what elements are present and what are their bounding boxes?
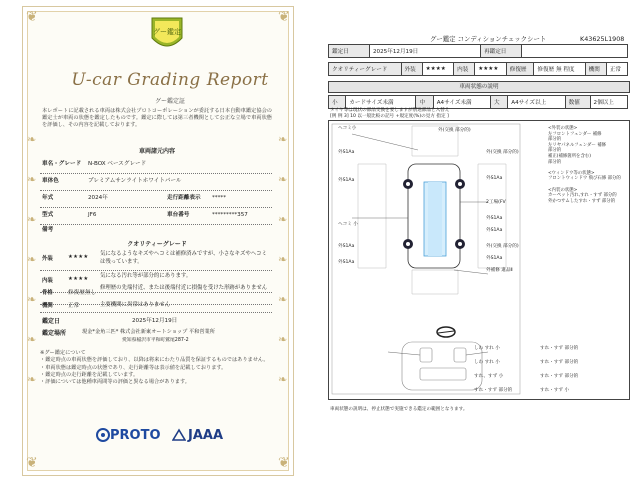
size-cell: 数値 <box>565 96 590 109</box>
damage-note: 外S1Aa <box>338 260 355 265</box>
sheet-footer: 車両状態の説明は、停止状態で実施できる鑑定の範囲となります。 <box>330 407 468 412</box>
note-item: ・鑑定時点の走行距離を記載しています。 <box>40 371 139 378</box>
date-value: 2025年12月19日 <box>132 318 178 324</box>
row-value: N-BOX ベースグレード <box>88 161 147 167</box>
quality-cell: ★★★★ <box>422 63 453 76</box>
grade-desc: 主要機関に異常はありません <box>100 302 171 308</box>
damage-note: 外S1Aa <box>486 256 503 261</box>
certificate-intro: 本レポートに記載される車両は株式会社プロトコーポレーションが委託する日本自動車鑑定協会の鑑定士が車両の状態を鑑定したものです。鑑定に際しては第三者機関として公正な立場で車両状態を評価し、その内容を記載しております。 <box>42 108 272 129</box>
certificate-notes <box>40 350 274 386</box>
grade-desc: 気になるようなキズやヘコミは補修済みですが、小さなキズやヘコミは残っています。 <box>100 251 267 265</box>
sheet-title: グー鑑定 コンディションチェックシート <box>430 35 547 43</box>
quality-cell: 内装 <box>454 63 475 76</box>
row-key: 年式 <box>42 195 54 201</box>
damage-note: ヘコミ小 <box>338 126 357 131</box>
vehicle-row <box>40 190 272 208</box>
damage-note: 外(交換 部分的) <box>486 150 519 155</box>
place-value: 現金*金角三匹* 株式会社新東オートショップ 平和営業所 <box>82 329 215 335</box>
interior-seats <box>402 342 482 390</box>
place-label: 鑑定場所 <box>42 330 67 337</box>
grade-row <box>40 298 272 313</box>
certificate-number: K43625L1908 <box>580 35 625 43</box>
row-key: 走行距離表示 <box>167 195 201 201</box>
border-vine-icon: ❧ ❧ ❧ ❧ ❧ ❧ ❧ <box>278 133 288 386</box>
corner-ornament-icon: ❦ <box>26 9 38 25</box>
note-item: ・車両状態は鑑定時点の状態であり、走行距離等は表示値を記載しております。 <box>40 364 227 371</box>
jaaa-logo: JAAA <box>188 428 224 443</box>
grade-stars: 正常 <box>68 303 80 309</box>
note-item: ・鑑定時点の車両状態を評価しており、以降は将来にわたり品質を保証するものではありません。 <box>40 357 269 364</box>
border-vine-icon: ❧ ❧ ❧ ❧ ❧ ❧ ❧ <box>27 133 37 386</box>
row-value: ***** <box>212 195 226 201</box>
row-value: プレミアムサンライトホワイトパール <box>88 178 182 184</box>
status-section-title: 車両状態の説明 <box>328 81 630 93</box>
damage-note: 外S1Aa <box>338 150 355 155</box>
damage-note: 外S1Aa <box>338 244 355 249</box>
quality-cell: 修復歴 <box>506 63 534 76</box>
date-label: 鑑定日 <box>42 318 61 325</box>
next-date-label: 再鑑定日 <box>481 45 522 58</box>
corner-ornament-icon: ❦ <box>278 9 290 25</box>
interior-note: すれ・すず 部分的 <box>540 346 579 351</box>
size-cell: 中 <box>416 96 433 109</box>
quality-label: クオリティーグレード <box>329 63 402 76</box>
date-table <box>328 44 628 58</box>
damage-note: 外S1Aa <box>486 216 503 221</box>
interior-note: しわ すれ 小 <box>474 346 500 351</box>
size-cell: 2個以上 <box>590 96 627 109</box>
damage-note: 外S1Aa <box>486 228 503 233</box>
vehicle-row <box>40 156 272 174</box>
quality-cell: ★★★★ <box>475 63 506 76</box>
date-value: 2025年12月19日 <box>370 45 481 58</box>
inspection-place-row <box>42 328 272 343</box>
damage-note: 外S1Aa <box>486 176 503 181</box>
row-key: 車台番号 <box>167 212 190 218</box>
grade-desc: 修理歴の先端付近、または後端付近に損傷を受けた形跡がありません <box>100 285 268 291</box>
row-key: 備考 <box>42 227 54 233</box>
size-cell: A4サイズ以上 <box>508 96 565 109</box>
grade-stars: ★★★★ <box>68 276 89 282</box>
badge-text: グー鑑定 <box>153 28 181 36</box>
size-cell: カードサイズ未満 <box>346 96 416 109</box>
grade-section-title: クオリティーグレード <box>127 241 187 248</box>
place-address: 愛知県稲沢市平和町鷲尾287-2 <box>122 338 189 343</box>
damage-note: ヘコミ 小 <box>338 222 358 227</box>
note-item: ・評価については他種車両間等の評価と異なる場合があります。 <box>40 379 190 386</box>
interior-note: すれ・すず 小 <box>540 388 570 393</box>
inspection-date-row <box>42 316 272 325</box>
row-value: 2024年 <box>88 195 108 201</box>
row-value: *********357 <box>212 212 248 218</box>
size-legend-table <box>328 95 628 109</box>
damage-note: 外補修 違品Ⅱ <box>486 268 513 273</box>
grade-key: 機関 <box>42 303 53 309</box>
condition-summary: <外装の状態> 左フロントフェンダー 補修 部分的 左リヤパネルフェンダー 補修 部分的 補正(補修箇所を含む) 部分的 <ウィンドウ等の状態> フロントウィンドウ 飛び石修 部分的 <内装の状態> カーペット汚れ,すれ・すず 部分的 外かつサムしたすれ・すず 部分的 <box>548 126 621 204</box>
interior-note: すれ、すず 小 <box>474 374 504 379</box>
interior-note: すれ・すず 部分的 <box>474 388 513 393</box>
corner-ornament-icon: ❦ <box>278 455 290 471</box>
size-cell: 大 <box>491 96 508 109</box>
quality-cell: 機関 <box>585 63 606 76</box>
damage-note: 外(交換 部分的) <box>438 128 471 133</box>
quality-cell: 外装 <box>401 63 422 76</box>
size-cell: 小 <box>329 96 346 109</box>
quality-cell: 正常 <box>606 63 627 76</box>
interior-note: しわ すれ 小 <box>474 360 500 365</box>
goo-kantei-badge-icon <box>150 16 184 54</box>
grade-desc: 気になる汚れ等が部分的にあります。 <box>100 273 192 279</box>
size-cell: A4サイズ未満 <box>433 96 490 109</box>
grade-row <box>40 248 272 271</box>
proto-logo: PROTO <box>110 428 161 443</box>
logo-strip <box>110 424 270 448</box>
row-key: 型式 <box>42 212 54 218</box>
proto-logo-icon <box>96 428 110 442</box>
certificate-subtitle: グー鑑定証 <box>154 98 185 105</box>
row-value: JF6 <box>88 212 97 218</box>
grade-stars: 修復歴無し <box>68 290 97 296</box>
interior-note: すれ・すず 部分的 <box>540 360 579 365</box>
date-label: 鑑定日 <box>329 45 370 58</box>
vehicle-row <box>40 222 272 239</box>
notes-title: ※グー鑑定について <box>40 350 86 356</box>
legend-note: タイヤ等は現状の部品交換を要しますが別途部品と入替え [例 例 3] 10 以一般比較の記号 +規定度(%)の見方 指定 ] <box>330 108 450 119</box>
steering-wheel-icon <box>437 327 455 337</box>
quality-table <box>328 62 628 76</box>
report-title: U-car Grading Report <box>71 70 269 90</box>
row-key: 車体色 <box>42 178 59 184</box>
grade-key: 骨格 <box>42 290 53 296</box>
damage-note: 外S1Aa <box>338 178 355 183</box>
interior-note: すれ・すず 部分的 <box>540 374 579 379</box>
jaaa-logo-icon <box>172 428 186 442</box>
grade-stars: ★★★★ <box>68 254 89 260</box>
vehicle-section-title: 車両諸元内容 <box>138 148 175 155</box>
damage-note: 2工場(FV <box>486 200 506 205</box>
grade-key: 外装 <box>42 256 53 262</box>
quality-cell: 修復歴 無 程度 <box>534 63 585 76</box>
grade-key: 内装 <box>42 278 53 284</box>
corner-ornament-icon: ❦ <box>26 455 38 471</box>
row-key: 車名・グレード <box>42 161 82 167</box>
damage-note: 外(交換 部分的) <box>486 244 519 249</box>
vehicle-row <box>40 173 272 191</box>
